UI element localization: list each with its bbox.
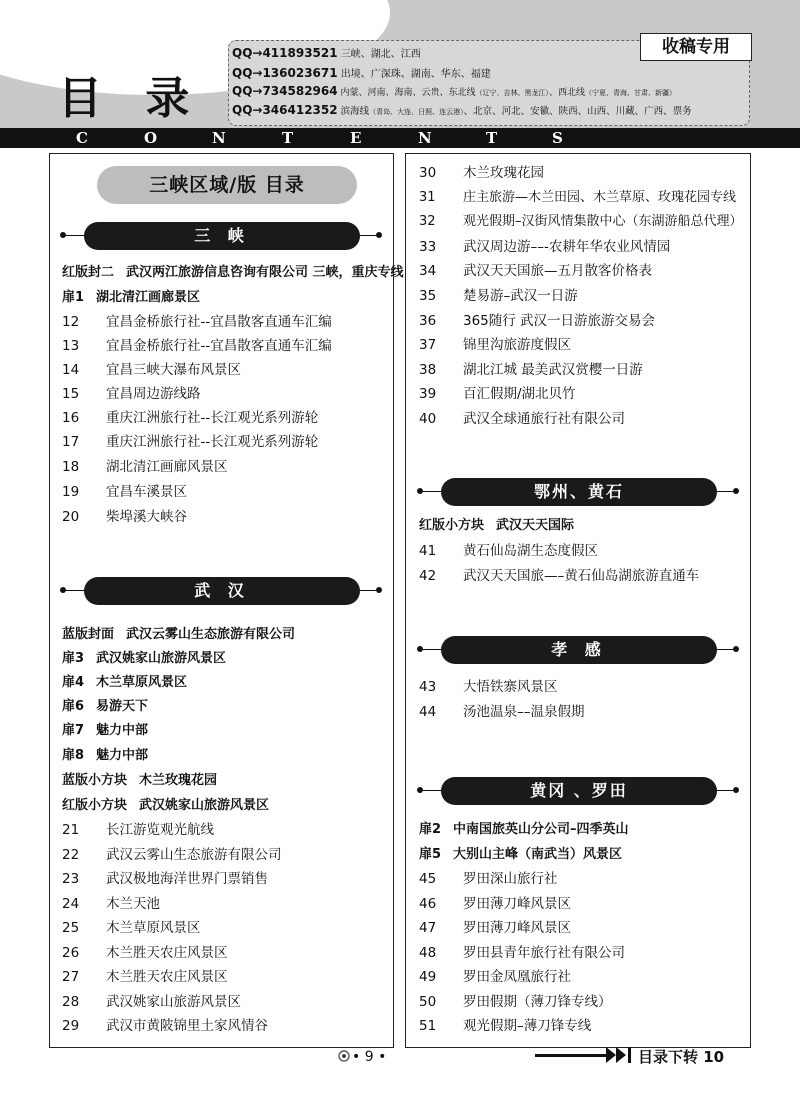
- qq-sub: （青岛、大连、日照、连云港）: [369, 108, 464, 116]
- contents-letter: S: [552, 129, 563, 147]
- list-item: 扉3 武汉姚家山旅游风景区: [62, 651, 227, 666]
- qq-number: QQ→411893521: [232, 46, 338, 60]
- list-item: 44 汤池温泉––温泉假期: [419, 704, 585, 720]
- qq-desc: 出境、广深珠、湖南、华东、福建: [340, 69, 491, 80]
- list-item: 47 罗田薄刀峰风景区: [419, 920, 571, 936]
- list-item: 扉2 中南国旅英山分公司–四季英山: [419, 822, 629, 837]
- list-item: 21 长江游览观光航线: [62, 822, 214, 838]
- list-item: 46 罗田薄刀峰风景区: [419, 896, 571, 912]
- list-item: 16 重庆江洲旅行社--长江观光系列游轮: [62, 410, 319, 426]
- qq-desc: 内蒙、河南、海南、云贵、东北线: [340, 88, 476, 98]
- list-item: 13 宜昌金桥旅行社--宜昌散客直通车汇编: [62, 338, 332, 354]
- section-header-huanggang: [417, 777, 739, 805]
- next-arrow-icon: [616, 1047, 626, 1063]
- list-item: 23 武汉极地海洋世界门票销售: [62, 871, 268, 887]
- page-heading: 目 录: [58, 73, 204, 124]
- section-title: 黄冈 、罗田: [441, 777, 717, 805]
- list-item: 19 宜昌车溪景区: [62, 484, 187, 500]
- list-item: 33 武汉周边游––-农耕年华农业风情园: [419, 239, 671, 255]
- list-item: 蓝版小方块 木兰玫瑰花园: [62, 773, 218, 788]
- list-item: 20 柴埠溪大峡谷: [62, 509, 187, 525]
- list-item: 34 武汉天天国旅—五月散客价格表: [419, 263, 652, 279]
- section-header-xiaogan: [417, 636, 739, 664]
- next-arrow-bar: [628, 1047, 631, 1063]
- list-item: 48 罗田县青年旅行社有限公司: [419, 945, 625, 961]
- section-header-sanxia: [60, 222, 382, 250]
- qq-row: [232, 45, 421, 60]
- list-item: 27 木兰胜天农庄风景区: [62, 969, 228, 985]
- contents-banner: [0, 128, 800, 148]
- list-item: 26 木兰胜天农庄风景区: [62, 945, 228, 961]
- list-item: 36 365随行 武汉一日游旅游交易会: [419, 313, 656, 329]
- list-item: 25 木兰草原风景区: [62, 920, 201, 936]
- section-title: 武 汉: [84, 577, 360, 605]
- list-item: 37 锦里沟旅游度假区: [419, 337, 571, 353]
- list-item: 17 重庆江洲旅行社--长江观光系列游轮: [62, 434, 319, 450]
- list-item: 31 庄主旅游—木兰田园、木兰草原、玫瑰花园专线: [419, 190, 737, 205]
- list-item: 扉1 湖北清江画廊景区: [62, 290, 201, 305]
- section-title: 三 峡: [84, 222, 360, 250]
- list-item: 红版封二 武汉两江旅游信息咨询有限公司 三峡，重庆专线: [62, 265, 404, 280]
- list-item: 扉8 魅力中部: [62, 748, 149, 763]
- list-item: 扉4 木兰草原风景区: [62, 675, 188, 690]
- list-item: 红版小方块 武汉姚家山旅游风景区: [62, 798, 270, 813]
- qq-sub2: （宁夏、青海、甘肃、新疆）: [585, 89, 677, 97]
- list-item: 43 大悟铁寨风景区: [419, 679, 558, 695]
- list-item: 42 武汉天天国旅—–黄石仙岛湖旅游直通车: [419, 568, 700, 584]
- section-title: 孝 感: [441, 636, 717, 664]
- list-item: 28 武汉姚家山旅游风景区: [62, 994, 241, 1010]
- qq-sub: （辽宁、吉林、黑龙江）: [475, 89, 549, 97]
- list-item: 49 罗田金凤凰旅行社: [419, 969, 571, 985]
- list-item: 29 武汉市黄陂锦里土家风情谷: [62, 1018, 268, 1034]
- page-number: • 9 •: [352, 1049, 387, 1065]
- qq-number: QQ→734582964: [232, 84, 338, 98]
- list-item: 扉6 易游天下: [62, 699, 149, 714]
- list-item: 扉5 大别山主峰（南武当）风景区: [419, 847, 623, 862]
- contents-letter: N: [212, 129, 226, 147]
- list-item: 12 宜昌金桥旅行社--宜昌散客直通车汇编: [62, 314, 332, 330]
- qq-rest: 、北京、河北、安徽、陕西、山西、川藏、广西、票务: [463, 106, 692, 117]
- contents-letter: N: [418, 129, 432, 147]
- list-item: 39 百汇假期/湖北贝竹: [419, 386, 576, 402]
- qq-row: [232, 65, 491, 80]
- region-title: 三峡区域/版 目录: [97, 166, 357, 204]
- next-page-link[interactable]: 目录下转 10: [638, 1048, 725, 1066]
- list-item: 38 湖北江城 最美武汉赏樱一日游: [419, 362, 643, 378]
- list-item: 24 木兰天池: [62, 896, 160, 912]
- qq-row: [232, 84, 676, 98]
- qq-desc: 三峡、湖北、江西: [340, 49, 421, 60]
- list-item: 35 楚易游–武汉一日游: [419, 288, 578, 304]
- contents-letter: T: [282, 129, 294, 147]
- list-item: 41 黄石仙岛湖生态度假区: [419, 543, 598, 559]
- flower-icon: [338, 1050, 350, 1062]
- qq-desc: 滨海线: [340, 106, 370, 117]
- qq-number: QQ→346412352: [232, 103, 338, 117]
- submission-stamp: 收稿专用: [640, 33, 752, 61]
- list-item: 14 宜昌三峡大瀑布风景区: [62, 362, 241, 378]
- qq-number: QQ→136023671: [232, 66, 338, 80]
- list-item: 32 观光假期–汉街风情集散中心（东湖游船总代理）: [419, 214, 743, 229]
- list-item: 15 宜昌周边游线路: [62, 386, 201, 402]
- list-item: 30 木兰玫瑰花园: [419, 165, 544, 181]
- next-arrow-line: [535, 1054, 607, 1057]
- qq-row: [232, 103, 692, 117]
- list-item: 扉7 魅力中部: [62, 723, 149, 738]
- list-item: 18 湖北清江画廊风景区: [62, 459, 228, 475]
- section-title: 鄂州、黄石: [441, 478, 717, 506]
- section-header-ezhou: [417, 478, 739, 506]
- list-item: 蓝版封面 武汉云雾山生态旅游有限公司: [62, 627, 296, 642]
- contents-letter: E: [350, 129, 362, 147]
- next-arrow-icon: [606, 1047, 616, 1063]
- list-item: 红版小方块 武汉天天国际: [419, 518, 575, 533]
- list-item: 40 武汉全球通旅行社有限公司: [419, 411, 625, 427]
- list-item: 51 观光假期–薄刀锋专线: [419, 1018, 592, 1034]
- section-header-wuhan: [60, 577, 382, 605]
- contents-letter: C: [76, 129, 88, 147]
- qq-rest: 、西北线: [549, 88, 586, 98]
- list-item: 22 武汉云雾山生态旅游有限公司: [62, 847, 282, 863]
- contents-letter: T: [486, 129, 498, 147]
- contents-letter: O: [144, 129, 158, 147]
- list-item: 45 罗田深山旅行社: [419, 871, 558, 887]
- list-item: 50 罗田假期（薄刀锋专线）: [419, 994, 612, 1010]
